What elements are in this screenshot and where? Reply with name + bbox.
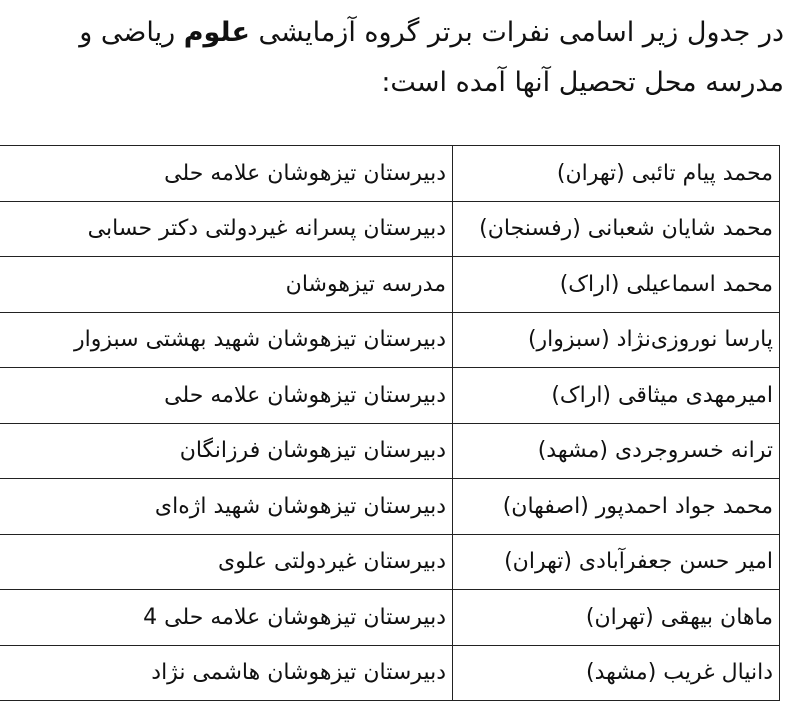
student-name-cell: امیرمهدی میثاقی (اراک) xyxy=(453,368,780,424)
student-name-cell: محمد جواد احمدپور (اصفهان) xyxy=(453,479,780,535)
student-name-cell: امیر حسن جعفرآبادی (تهران) xyxy=(453,534,780,590)
table-row xyxy=(0,312,780,368)
student-name-cell: ماهان بیهقی (تهران) xyxy=(453,590,780,646)
table-row xyxy=(0,368,780,424)
table-row xyxy=(0,534,780,590)
school-cell: دبیرستان تیزهوشان فرزانگان xyxy=(0,423,453,479)
school-cell: دبیرستان تیزهوشان علامه حلی xyxy=(0,368,453,424)
school-cell: دبیرستان تیزهوشان علامه حلی 4 xyxy=(0,590,453,646)
intro-paragraph xyxy=(14,8,784,108)
table-row xyxy=(0,590,780,646)
table-row xyxy=(0,146,780,202)
table-row xyxy=(0,645,780,701)
school-cell: مدرسه تیزهوشان xyxy=(0,257,453,313)
intro-line2: مدرسه محل تحصیل آنها آمده است: xyxy=(381,67,784,98)
table-row xyxy=(0,201,780,257)
student-name-cell: پارسا نوروزی‌نژاد (سبزوار) xyxy=(453,312,780,368)
school-cell: دبیرستان غیردولتی علوی xyxy=(0,534,453,590)
table-row xyxy=(0,423,780,479)
student-name-cell: دانیال غریب (مشهد) xyxy=(453,645,780,701)
intro-line1-start: در جدول زیر اسامی نفرات برتر گروه آزمایشی xyxy=(249,17,784,48)
intro-line1-end: ریاضی و xyxy=(79,17,184,48)
school-cell: دبیرستان تیزهوشان شهید اژه‌ای xyxy=(0,479,453,535)
table-row xyxy=(0,257,780,313)
student-name-cell: ترانه خسروجردی (مشهد) xyxy=(453,423,780,479)
intro-line1-bold: علوم xyxy=(183,17,250,48)
school-cell: دبیرستان تیزهوشان هاشمی نژاد xyxy=(0,645,453,701)
student-name-cell: محمد اسماعیلی (اراک) xyxy=(453,257,780,313)
student-name-cell: محمد شایان شعبانی (رفسنجان) xyxy=(453,201,780,257)
school-cell: دبیرستان تیزهوشان علامه حلی xyxy=(0,146,453,202)
table-row xyxy=(0,479,780,535)
top-students-table xyxy=(0,145,780,701)
school-cell: دبیرستان تیزهوشان شهید بهشتی سبزوار xyxy=(0,312,453,368)
school-cell: دبیرستان پسرانه غیردولتی دکتر حسابی xyxy=(0,201,453,257)
top-students-table-container xyxy=(20,145,780,701)
student-name-cell: محمد پیام تائبی (تهران) xyxy=(453,146,780,202)
